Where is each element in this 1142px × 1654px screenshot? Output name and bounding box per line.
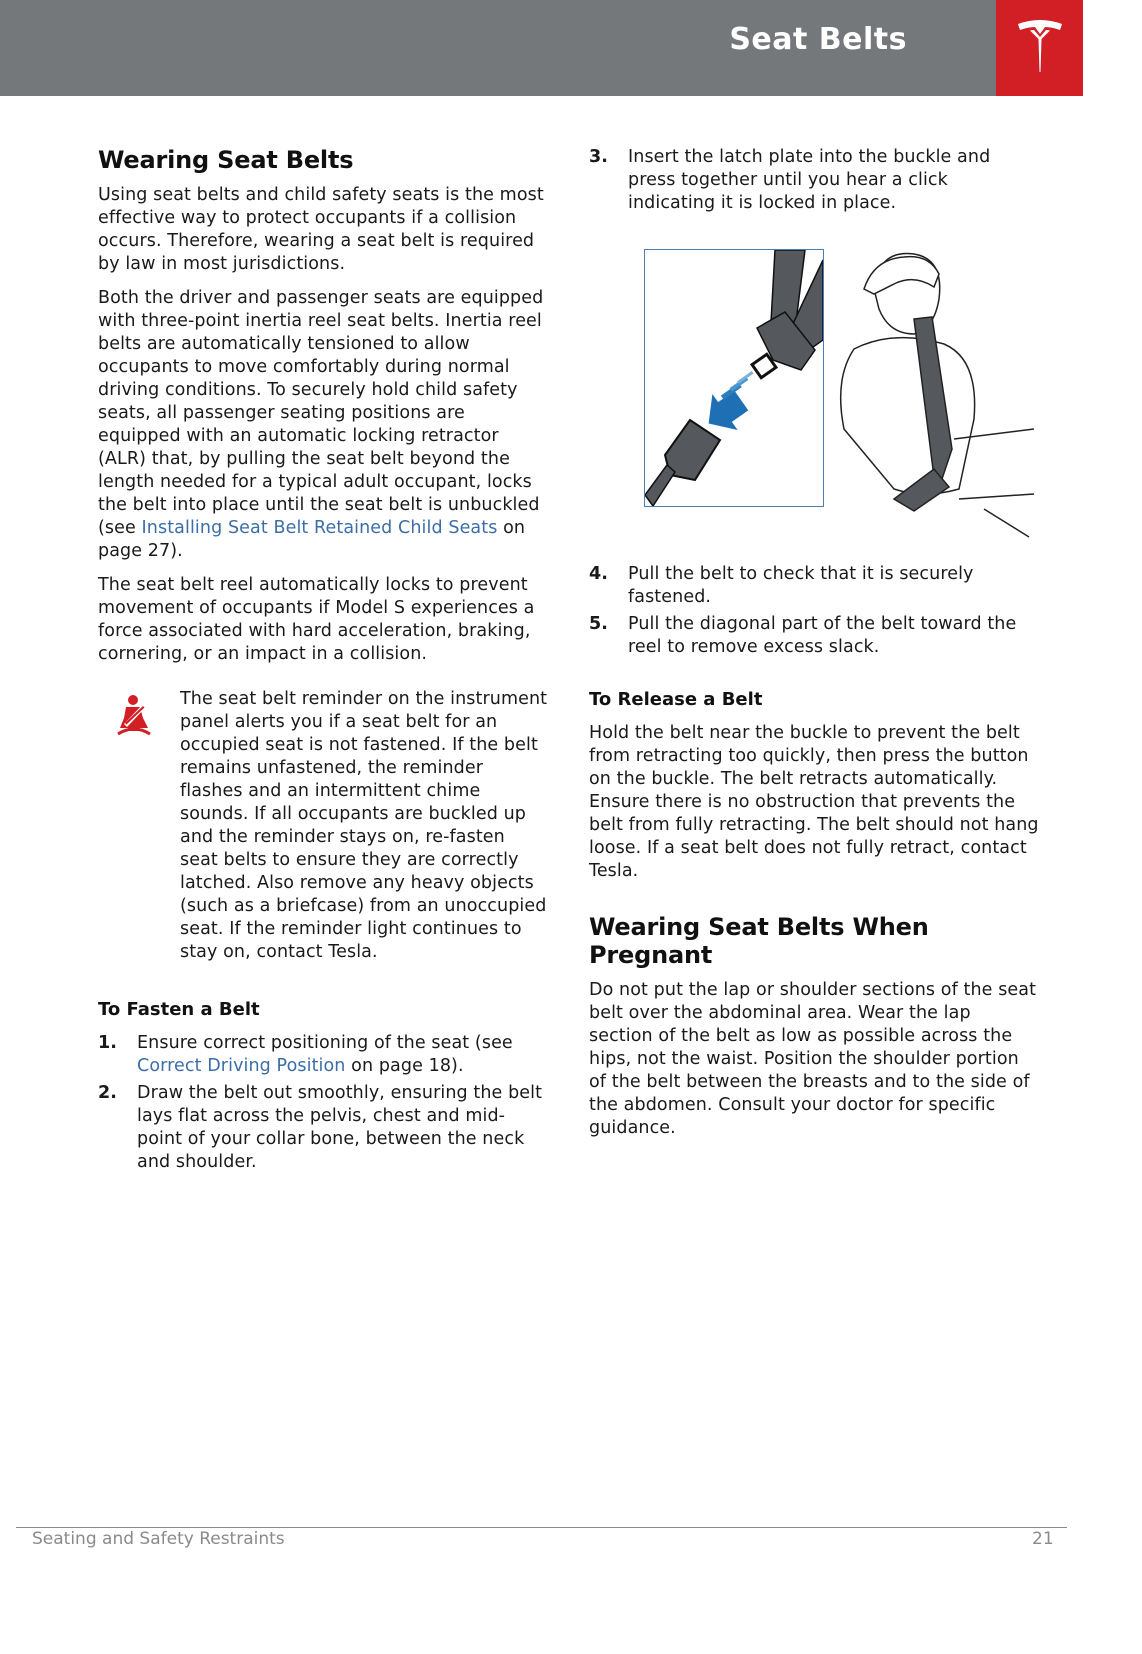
buckle-latch-icon: [645, 250, 823, 506]
section-title-wearing-seat-belts: Wearing Seat Belts: [98, 146, 354, 174]
footer-divider: [16, 1527, 1067, 1528]
left-column: [98, 140, 548, 1178]
step-number: 2.: [98, 1083, 118, 1103]
person-buckling-belt-icon: [834, 249, 1034, 539]
seatbelt-warning-icon: [116, 694, 152, 742]
heading-to-fasten-a-belt: To Fasten a Belt: [98, 999, 260, 1020]
step-number: 5.: [589, 614, 609, 634]
footer-section-name: Seating and Safety Restraints: [32, 1529, 285, 1549]
list-item: [98, 1032, 548, 1078]
section-title-pregnant: Wearing Seat Belts When Pregnant: [589, 913, 929, 969]
step-text: Pull the diagonal part of the belt toward the reel to remove excess slack.: [628, 614, 1017, 657]
step-text: Draw the belt out smoothly, ensuring the belt lays flat across the pelvis, chest and mid-point of your collar bone, between the neck and shoulder.: [137, 1083, 543, 1172]
step-number: 1.: [98, 1033, 118, 1053]
step-text: Pull the belt to check that it is securely fastened.: [628, 564, 974, 607]
page-number: 21: [1032, 1529, 1054, 1549]
note-text: The seat belt reminder on the instrument panel alerts you if a seat belt for an occupied seat is not fastened. If the belt remains unfastened, the reminder flashes and an intermittent chime sounds. If all occupants are buckled up and the reminder stays on, re-fasten seat belts to ensure they are correctly latched. Also remove any heavy objects (such as a briefcase) from an unoccupied seat. If the reminder light continues to stay on, contact Tesla.: [180, 689, 548, 962]
link-correct-driving-position[interactable]: Correct Driving Position: [137, 1056, 346, 1076]
tesla-logo-icon: [1016, 18, 1064, 74]
step-text: Insert the latch plate into the buckle and press together until you hear a click indicating it is locked in place.: [628, 147, 991, 213]
fasten-steps-list-continued: [589, 146, 1039, 215]
ref-suffix: on page 27).: [98, 518, 526, 561]
step-number: 4.: [589, 564, 609, 584]
link-installing-child-seats[interactable]: Installing Seat Belt Retained Child Seats: [141, 518, 498, 538]
fasten-steps-list: [98, 1032, 548, 1174]
seatbelt-reminder-note: [98, 688, 548, 964]
list-item: [589, 613, 1039, 659]
paragraph-pregnant: Do not put the lap or shoulder sections of the seat belt over the abdominal area. Wear the lap section of the belt as low as possible across the hips, not the waist. Position the shoulder portion of the belt between the breasts and to the side of the abdomen. Consult your doctor for specific guidance.: [589, 980, 1037, 1138]
page-header: [0, 0, 1083, 96]
right-column: [589, 146, 1039, 1151]
paragraph-reel-locks: The seat belt reel automatically locks to prevent movement of occupants if Model S experiences a force associated with hard acceleration, braking, cornering, or an impact in a collision.: [98, 575, 535, 664]
fasten-steps-list-final: [589, 563, 1039, 659]
heading-to-release-a-belt: To Release a Belt: [589, 689, 763, 710]
step-text-suffix: on page 18).: [345, 1056, 464, 1076]
paragraph-inertia-reel: [98, 287, 548, 563]
ref-prefix: (see: [98, 518, 142, 538]
list-item: [589, 146, 1039, 215]
paragraph-release: Hold the belt near the buckle to prevent the belt from retracting too quickly, then press the button on the buckle. The belt retracts automatically. Ensure there is no obstruction that prevents the belt from fully retracting. The belt should not hang loose. If a seat belt does not fully retract, contact Tesla.: [589, 723, 1039, 881]
list-item: [589, 563, 1039, 609]
brand-block: [996, 0, 1083, 96]
step-text: Ensure correct positioning of the seat (see: [137, 1033, 513, 1053]
step-number: 3.: [589, 147, 609, 167]
seat-belt-buckling-illustration: [589, 241, 1039, 541]
paragraph-intro: Using seat belts and child safety seats is the most effective way to protect occupants if a collision occurs. Therefore, wearing a seat belt is required by law in most jurisdictions.: [98, 185, 544, 274]
page-title: Seat Belts: [729, 22, 907, 57]
paragraph-inertia-reel-text: Both the driver and passenger seats are equipped with three-point inertia reel seat belts. Inertia reel belts are automatically tensioned to allow occupants to move comfortably during normal driving conditions. To securely hold child safety seats, all passenger seating positions are equipped with an automatic locking retractor (ALR) that, by pulling the seat belt beyond the length needed for a typical adult occupant, locks the belt into place until the seat belt is unbuckled: [98, 288, 544, 515]
buckle-inset-frame: [644, 249, 824, 507]
list-item: [98, 1082, 548, 1174]
